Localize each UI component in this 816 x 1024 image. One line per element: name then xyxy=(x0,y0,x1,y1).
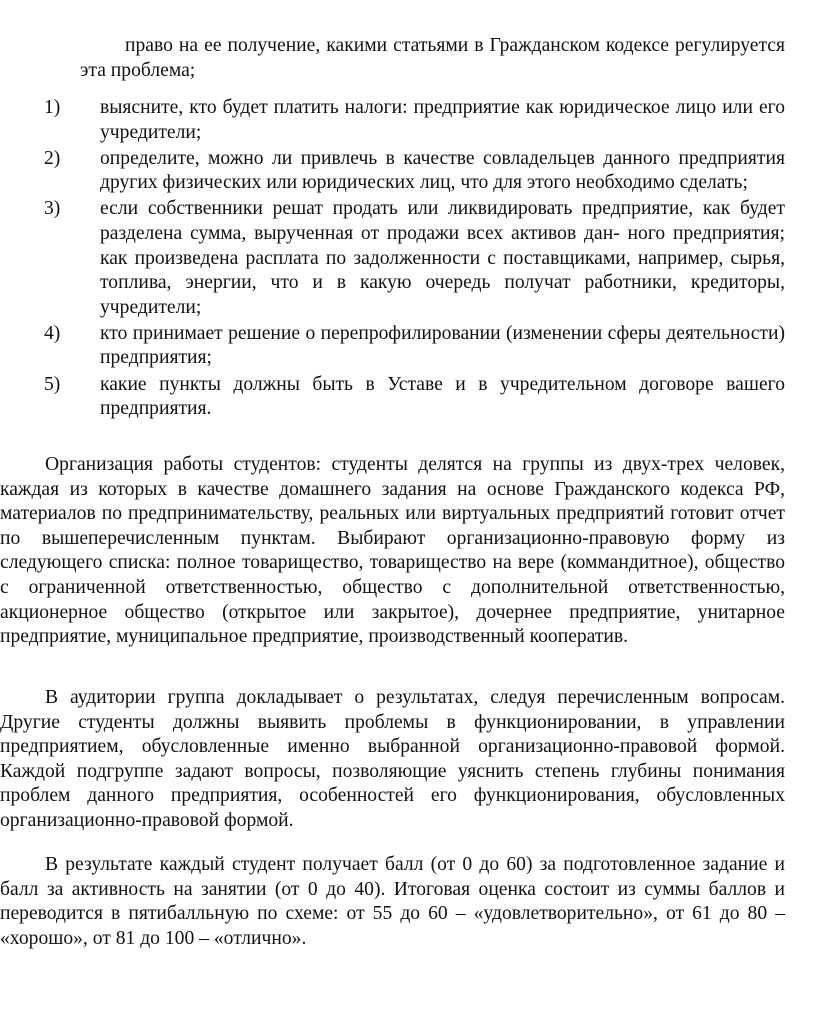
list-item-text: если собственники решат продать или ликвидировать предприятие, как будет разделена сумма, вырученная от продажи всех активов дан- ного предприятия; как произведена расплата по задолженности с поставщиками, например, сырья, топлива, энергии, что и в какую очередь получат работники, кредиторы, учредители; xyxy=(100,198,785,318)
question-list xyxy=(44,96,785,423)
list-item xyxy=(44,197,785,320)
list-item xyxy=(44,96,785,145)
intro-paragraph: право на ее получение, какими статьями в Гражданском кодексе регулируется эта проблема; xyxy=(80,35,785,81)
list-item-number: 2) xyxy=(44,147,61,169)
list-item xyxy=(44,373,785,422)
presentation-paragraph: В аудитории группа докладывает о результатах, следуя перечисленным вопросам. Другие студенты должны выявить проблемы в функционировании, в управлении предприятием, обусловленные именно выбранной организационно-правовой формой. Каждой подгруппе задают вопросы, позволяющие уяснить степень глубины понимания проблем данного предприятия, особенностей его функционирования, обусловленных организационно-правовой формой. xyxy=(0,687,785,831)
list-item xyxy=(44,322,785,371)
list-item-number: 5) xyxy=(44,373,61,395)
list-item-number: 1) xyxy=(44,97,61,118)
list-item-number: 4) xyxy=(44,322,61,344)
grading-paragraph: В результате каждый студент получает балл (от 0 до 60) за подготовленное задание и балл за активность на занятии (от 0 до 40). Итоговая оценка состоит из суммы баллов и переводится в пятибалльную по схеме: от 55 до 60 – «удовлетворительно», от 61 до 80 – «хорошо», от 81 до 100 – «отлично». xyxy=(0,854,785,949)
organization-paragraph: Организация работы студентов: студенты делятся на группы из двух-трех человек, каждая из которых в качестве домашнего задания на основе Гражданского кодекса РФ, материалов по предпринимательству, реальных или виртуальных предприятий готовит отчет по вышеперечисленным пунктам. Выбирают организационно-правовую форму из следующего списка: полное товарищество, товарищество на вере (коммандитное), общество с ограниченной ответственностью, общество с дополнительной ответственностью, акционерное общество (открытое или закрытое), дочернее предприятие, унитарное предприятие, муниципальное предприятие, производственный кооператив. xyxy=(0,454,785,648)
list-item xyxy=(44,147,785,196)
list-item-number: 3) xyxy=(44,198,61,220)
list-item-text: кто принимает решение о перепрофилировании (изменении сферы деятельности) предприятия; xyxy=(100,322,785,369)
list-item-text: выясните, кто будет платить налоги: предприятие как юридическое лицо или его учредители; xyxy=(100,97,785,143)
list-item-text: определите, можно ли привлечь в качестве совладельцев данного предприятия других физических или юридических лиц, что для этого необходимо сделать; xyxy=(100,147,785,194)
list-item-text: какие пункты должны быть в Уставе и в учредительном договоре вашего предприятия. xyxy=(100,373,785,420)
